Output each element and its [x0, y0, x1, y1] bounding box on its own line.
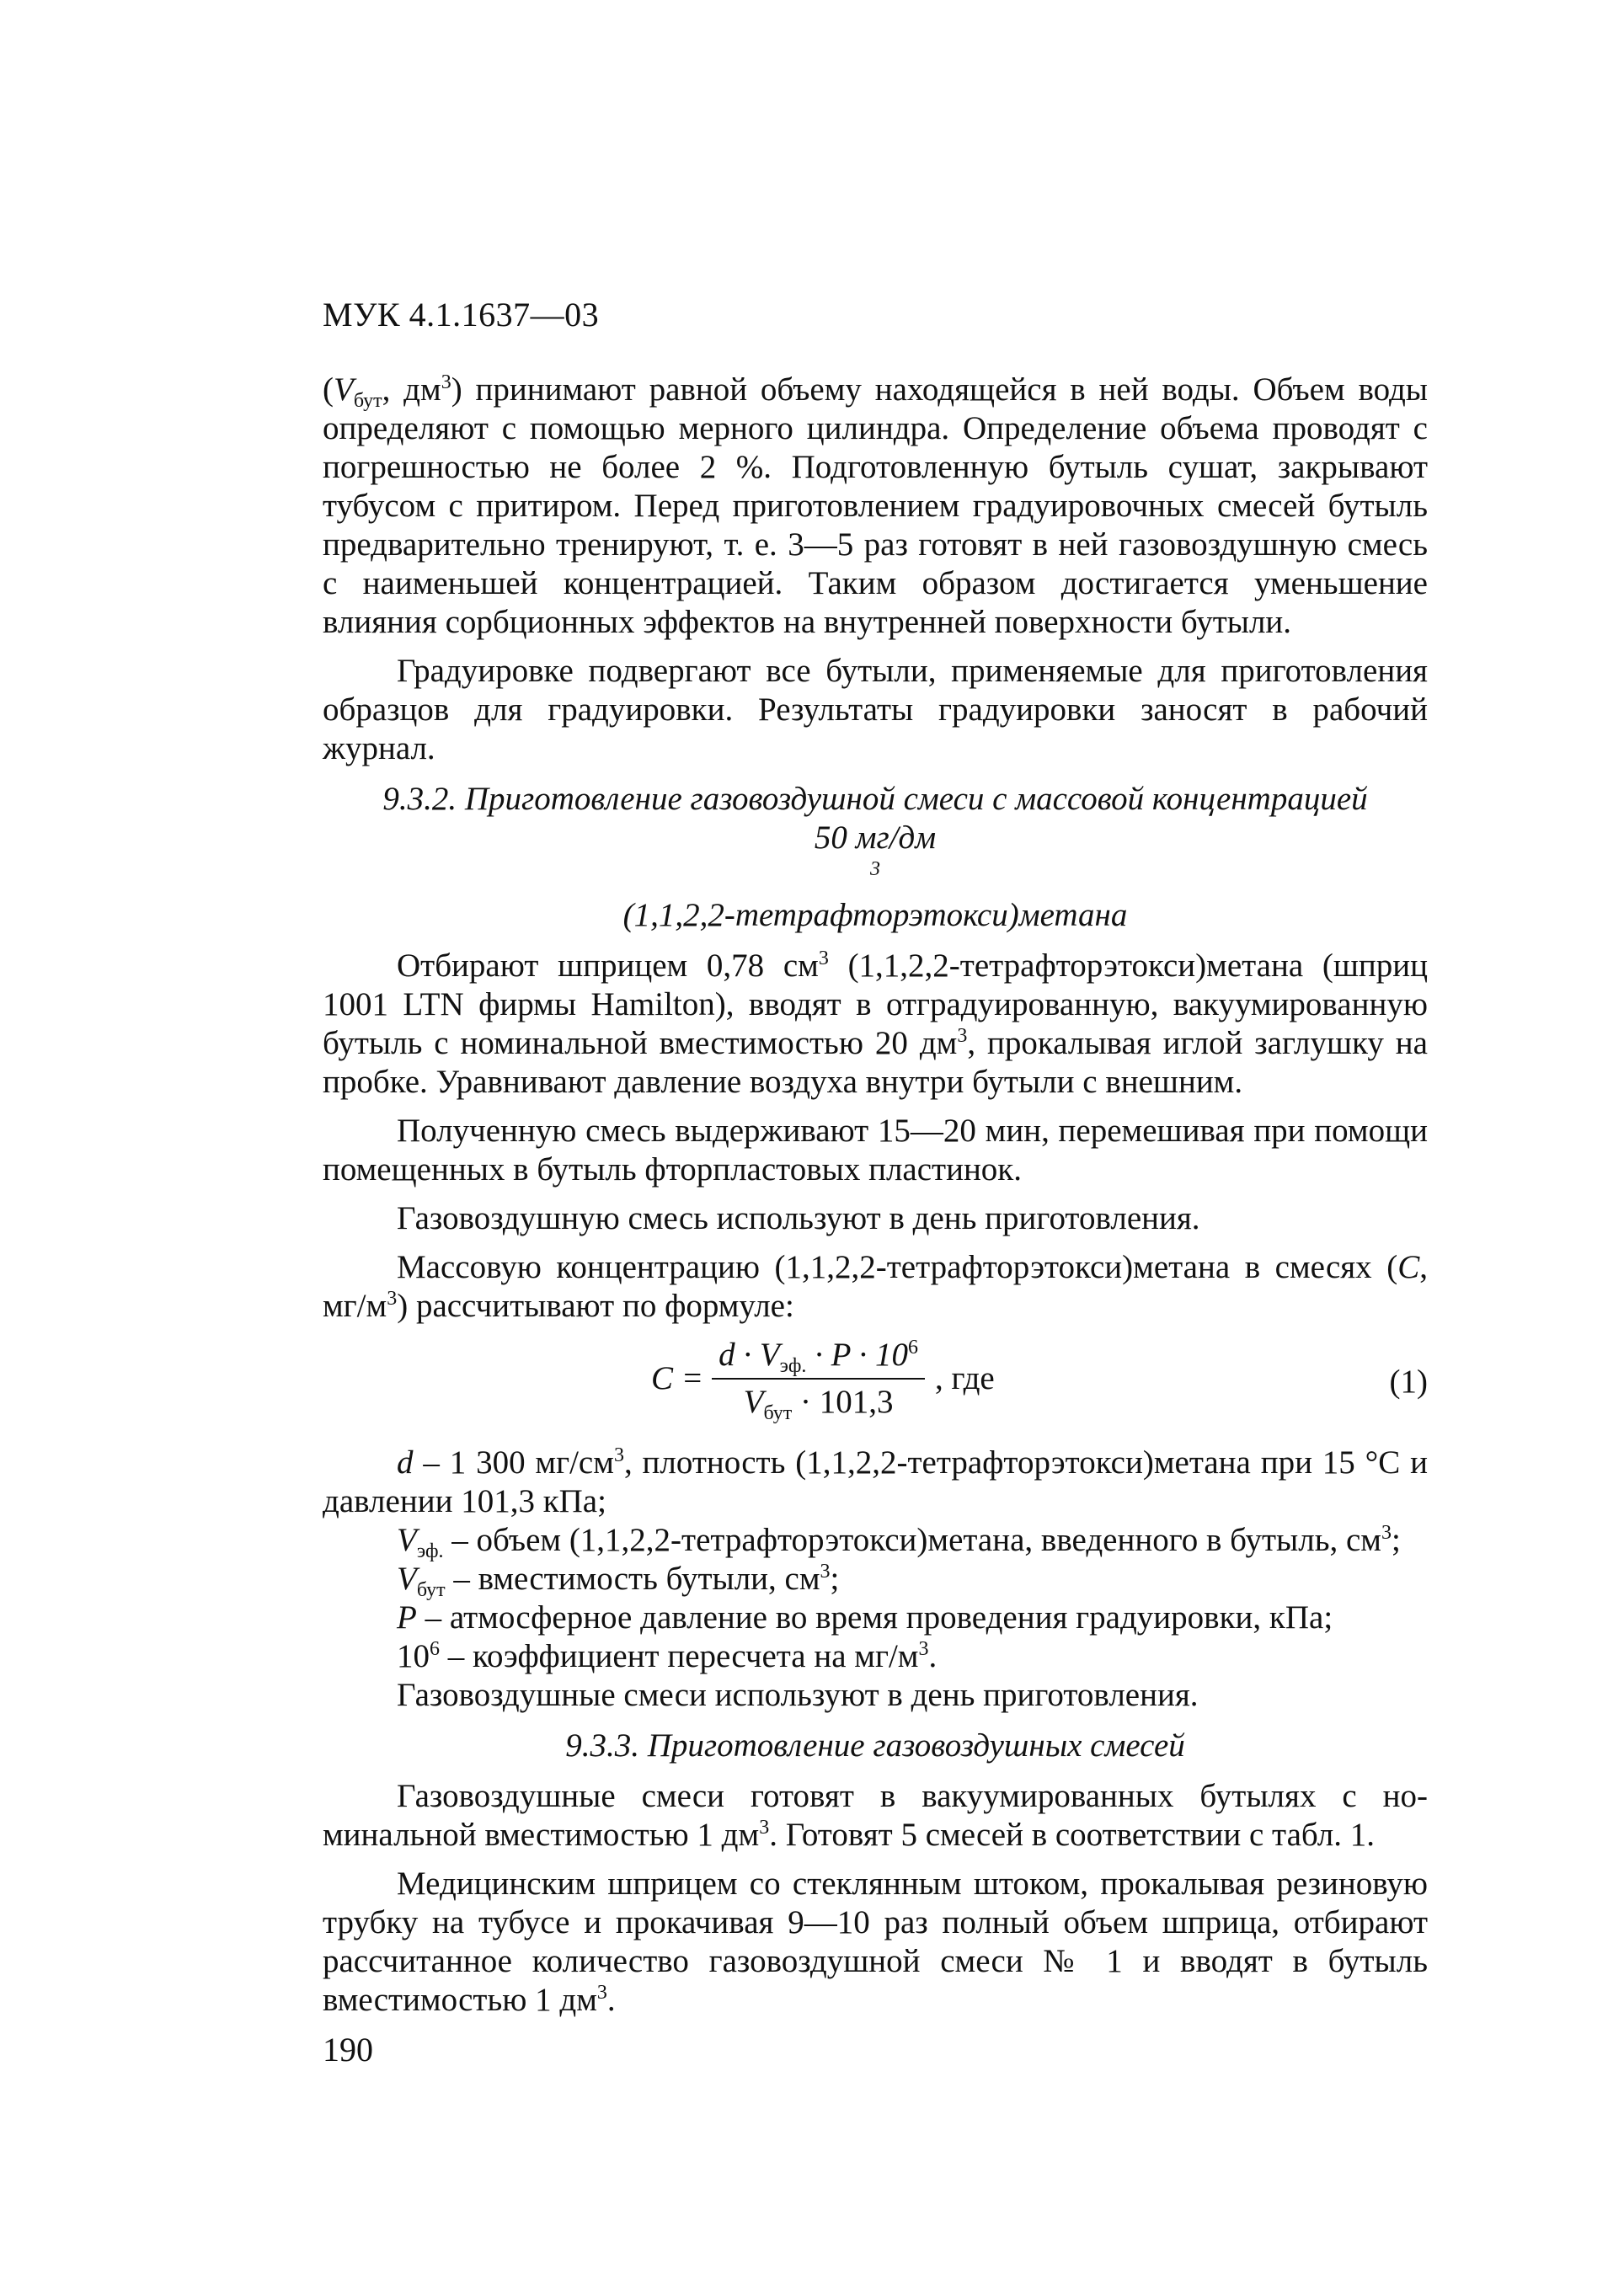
- text-part: – объем (1,1,2,2-тетрафторэтокси)метана, введенного в бутыль, см: [443, 1522, 1381, 1558]
- text-part: , плотность (1,1,2,2-тетрафторэтокси)метана при 15 °С и давлении 101,3 кПа;: [323, 1444, 1428, 1519]
- superscript: 3: [441, 371, 451, 393]
- section-heading-9-3-2: [323, 780, 1428, 935]
- symbol-d: d: [397, 1444, 414, 1481]
- text-part: Медицинским шприцем со стеклянным штоком, прокалывая резиновую трубку на тубусе и прокачивая 9—10 раз полный объем шприца, отбирают рассчитанное количество газовоздушной смеси № 1 и вводят в бутыль вместимостью 1 дм: [323, 1866, 1428, 2018]
- superscript: 3: [818, 948, 829, 969]
- subscript-but: бут: [353, 390, 382, 412]
- den-v: V: [743, 1384, 764, 1420]
- text-part: Массовую концентрацию (1,1,2,2-тетрафторэтокси)метана в смесях (: [397, 1249, 1398, 1285]
- text-part: , мг/м: [323, 1249, 1428, 1324]
- definition-v-but: [323, 1560, 1428, 1599]
- paragraph-text: ) принимают равной объему находящейся в ней воды. Объем воды определяют с помощью мерного цилиндра. Определение объема проводят с погрешностью не более 2 %. Подготовленную бутыль сушат, закрывают тубусом с притиром. Перед приготовлением градуировочных смесей бутыль предварительно тренируют, т. е. 3—5 раз готовят в ней газовоздушную смесь с наименьшей концентрацией. Таким образом достигается уменьшение влияния сорбционных эффектов на внутренней поверхности бутыли.: [323, 371, 1429, 640]
- superscript: 3: [870, 858, 880, 880]
- definition-d: [323, 1444, 1428, 1521]
- heading-line-1: 9.3.2. Приготовление газовоздушной смеси с массовой концентрацией: [382, 781, 1368, 817]
- text-part: Отбирают шприцем 0,78 см: [397, 948, 819, 984]
- section-heading-9-3-3: 9.3.3. Приготовление газовоздушных смесей: [565, 1727, 1185, 1764]
- formula-where: , где: [935, 1360, 995, 1396]
- paragraph-calibration: Градуировке подвергают все бутыли, применяемые для приготовления образцов для градуировки. Результаты градуировки заносят в рабочий журнал.: [323, 653, 1428, 766]
- text-part: (1,1,2,2-тетрафторэтокси)метана (шприц 1001 LTN фирмы Hamilton), вводят в отградуированную, вакуумированную бутыль с номинальной вместимостью 20 дм: [323, 948, 1428, 1061]
- heading-conc: 50 мг/дм: [814, 819, 937, 856]
- superscript: 3: [387, 1288, 398, 1310]
- superscript: 3: [613, 1444, 624, 1466]
- heading-substance: (1,1,2,2-тетрафторэтокси)метана: [622, 897, 1128, 933]
- text-part: – коэффициент пересчета на мг/м: [440, 1638, 919, 1674]
- num-d-v: d · V: [719, 1337, 780, 1373]
- superscript: 3: [759, 1817, 770, 1839]
- text-part: – 1 300 мг/см: [413, 1444, 614, 1481]
- formula-definitions: [323, 1444, 1428, 1715]
- subscript: эф.: [779, 1355, 807, 1377]
- formula-denominator: [737, 1380, 900, 1422]
- paragraph-mass-concentration: [323, 1248, 1428, 1326]
- superscript: 3: [596, 1982, 607, 2004]
- text-part: .: [606, 1982, 616, 2018]
- subscript: бут: [416, 1579, 446, 1601]
- running-title: МУК 4.1.1637—03: [323, 296, 600, 334]
- paragraph-medical-syringe: [323, 1865, 1428, 2020]
- text-part: , прокалывая иглой заглушку на пробке. Уравнивают давление воздуха внутри бутыли с внешним.: [323, 1025, 1428, 1100]
- formula-1: [323, 1329, 1428, 1439]
- paragraph-mixing: Полученную смесь выдерживают 15—20 мин, перемешивая при помощи помещенных в бутыль фторпластовых пластинок.: [323, 1113, 1428, 1188]
- text-part: – вместимость бутыли, см: [445, 1561, 820, 1597]
- formula-lhs: C =: [651, 1360, 704, 1396]
- formula-numerator: [712, 1336, 925, 1378]
- text-part: – атмосферное давление во время проведения градуировки, кПа;: [416, 1599, 1333, 1636]
- symbol-v: V: [397, 1522, 417, 1558]
- coefficient-base: 10: [397, 1638, 430, 1674]
- page-number: 190: [323, 2031, 373, 2068]
- paragraph-bottle-volume: ($V_{бут}$, $дм^3$) принимают равной объему находящейся в ней воды. Объем воды определяют с помощью мерного цилиндра. Определение объема проводят с погрешностью не более 2 %. Подготовленную бутыль сушат, закрывают тубусом с притиром. Перед приготовлением градуировочных смесей бутыль предварительно тренируют, т. е. 3—5 раз готовят в ней газовоздушную смесь с наименьшей концентрацией. Таким образом достигается уменьшение влияния сорбционных эффектов на внутренней поверхности бутыли.: [323, 371, 1429, 640]
- text-part: ) рассчитывают по формуле:: [397, 1288, 794, 1324]
- definition-coefficient: [323, 1637, 1428, 1676]
- symbol-v: V: [334, 371, 354, 408]
- equation-number: (1): [1389, 1364, 1428, 1400]
- page-body: [323, 371, 1428, 2020]
- heading-line-2: [323, 819, 1428, 935]
- text-part: Газовоздушные смеси готовят в вакуумированных бутылях с номинальной вместимостью 1 дм: [323, 1778, 1428, 1853]
- formula-body: [651, 1336, 995, 1422]
- paragraph-usage-day: Газовоздушную смесь используют в день приготовления.: [397, 1200, 1200, 1236]
- superscript: 3: [918, 1638, 929, 1660]
- text-part: ;: [1392, 1522, 1401, 1558]
- text-part: ;: [830, 1561, 840, 1597]
- symbol-p: P: [397, 1599, 417, 1636]
- symbol-c: C: [1397, 1249, 1420, 1285]
- superscript: 3: [820, 1561, 831, 1583]
- subscript: эф.: [416, 1540, 444, 1562]
- superscript: 3: [1381, 1522, 1392, 1544]
- superscript: 6: [908, 1337, 919, 1359]
- subscript: бут: [763, 1402, 793, 1424]
- unit-dm: дм: [403, 371, 441, 408]
- definition-v-ef: [323, 1521, 1428, 1560]
- text-part: . Готовят 5 смесей в соответствии с табл. 1.: [769, 1817, 1375, 1853]
- paragraph-syringe: [323, 947, 1428, 1102]
- superscript: 6: [430, 1638, 440, 1660]
- symbol-v: V: [397, 1561, 417, 1597]
- den-rest: · 101,3: [792, 1384, 894, 1420]
- paragraph-mixtures: [323, 1777, 1428, 1855]
- definition-p: [323, 1599, 1428, 1637]
- num-rest: · P · 10: [806, 1337, 909, 1373]
- formula-fraction: [712, 1336, 925, 1422]
- text-part: .: [928, 1638, 938, 1674]
- superscript: 3: [957, 1025, 968, 1047]
- paragraph-usage-day-2: Газовоздушные смеси используют в день приготовления.: [397, 1677, 1199, 1713]
